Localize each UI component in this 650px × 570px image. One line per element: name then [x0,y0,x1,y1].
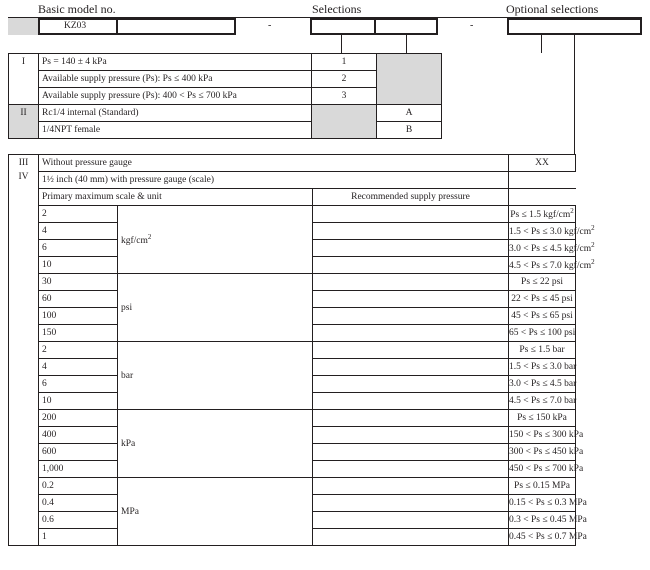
supply-pressure-text: 150 < Ps ≤ 300 kPa [509,430,584,440]
supply-pressure-text: 3.0 < Ps ≤ 4.5 kgf/cm [509,244,592,255]
blank-cell [313,444,509,461]
section-IV-roman: IV [9,172,39,546]
section-II-desc-2: 1/4NPT female [39,122,312,139]
supply-pressure-text: 1.5 < Ps ≤ 3.0 bar [509,362,577,372]
table-row [9,105,442,122]
blank-cell [313,274,509,291]
supply-pressure [509,308,576,325]
supply-pressure-text: 65 < Ps ≤ 100 psi [509,328,576,338]
supply-pressure-text: 0.3 < Ps ≤ 0.45 MPa [509,515,587,525]
unit-label [118,274,313,342]
model-number-field[interactable] [38,18,118,35]
table-row [9,189,576,206]
optional-guide-right [574,35,575,154]
supply-pressure [509,223,595,240]
scale-value: 1 [39,529,118,546]
selection-1-guide [341,35,342,54]
optional-selections-label: Optional selections [506,2,599,16]
section-I-gray-cell [377,54,442,105]
basic-model-label: Basic model no. [38,2,116,16]
section-II-desc-1: Rc1/4 internal (Standard) [39,105,312,122]
unit-text: kPa [121,438,136,449]
table-row [9,155,576,172]
scale-value: 60 [39,291,118,308]
section-I-code-3[interactable]: 3 [312,88,377,105]
scale-value: 2 [39,342,118,359]
section-I-desc-2: Available supply pressure (Ps): Ps ≤ 400 kPa [39,71,312,88]
blank-cell [313,206,509,223]
blank-cell [313,410,509,427]
blank-cell [313,359,509,376]
unit-superscript: 2 [147,232,152,241]
unit-label [118,410,313,478]
scale-value: 400 [39,427,118,444]
supply-pressure [509,274,576,291]
section-I-code-1[interactable]: 1 [312,54,377,71]
section-IV-title: 1½ inch (40 mm) with pressure gauge (scale) [39,172,509,189]
scale-value: 0.2 [39,478,118,495]
header-gray-cell [8,18,38,35]
supply-pressure [509,257,595,274]
scale-value: 10 [39,393,118,410]
section-III-roman: III [9,155,39,172]
blank-cell [313,495,509,512]
supply-pressure-text: Ps ≤ 1.5 kgf/cm [510,210,571,221]
section-I-code-2[interactable]: 2 [312,71,377,88]
section-II-code-B[interactable]: B [377,122,442,139]
supply-pressure-text: 0.45 < Ps ≤ 0.7 MPa [509,532,587,542]
unit-text: kgf/cm [121,236,148,247]
blank-cell [313,257,509,274]
optional-selection-field[interactable] [507,18,642,35]
column-header-scale: Primary maximum scale & unit [39,189,313,206]
scale-value: 6 [39,240,118,257]
blank-cell [313,240,509,257]
selection-1-field[interactable] [310,18,376,35]
supply-pressure-text: 4.5 < Ps ≤ 7.0 kgf/cm [509,261,592,272]
table-row [9,410,576,427]
supply-pressure-text: Ps ≤ 150 kPa [517,413,567,423]
blank-cell [313,376,509,393]
scale-value: 150 [39,325,118,342]
scale-value: 4 [39,223,118,240]
table-row [9,206,576,223]
scale-value: 4 [39,359,118,376]
supply-pressure [509,291,576,308]
table-row [9,274,576,291]
supply-pressure-text: 45 < Ps ≤ 65 psi [511,311,573,321]
scale-value: 0.6 [39,512,118,529]
selections-label: Selections [312,2,362,16]
blank-cell [313,291,509,308]
supply-superscript: 2 [591,258,595,267]
blank-cell [509,189,576,206]
scale-value: 100 [39,308,118,325]
table-row [9,172,576,189]
blank-cell [313,529,509,546]
section-III-code[interactable]: XX [509,155,576,172]
supply-pressure-text: 450 < Ps ≤ 700 kPa [509,464,584,474]
supply-superscript: 2 [591,241,595,250]
dash-separator: - [268,20,272,31]
supply-pressure-text: Ps ≤ 0.15 MPa [514,481,570,491]
supply-pressure-text: 0.15 < Ps ≤ 0.3 MPa [509,498,587,508]
supply-pressure [509,393,576,410]
unit-text: bar [121,370,134,381]
scale-value: 1,000 [39,461,118,478]
supply-pressure [509,240,595,257]
selection-2-field[interactable] [374,18,438,35]
supply-pressure [509,427,584,444]
blank-cell [313,342,509,359]
supply-pressure [509,359,576,376]
scale-value: 6 [39,376,118,393]
unit-label [118,342,313,410]
column-header-supply: Recommended supply pressure [313,189,509,206]
section-III-IV-table [8,154,595,546]
unit-label [118,206,313,274]
section-II-gray-cell [312,105,377,139]
supply-superscript: 2 [570,207,574,216]
scale-value: 2 [39,206,118,223]
supply-pressure-text: 3.0 < Ps ≤ 4.5 bar [509,379,577,389]
supply-pressure-text: Ps ≤ 22 psi [521,277,563,287]
section-II-roman: II [9,105,39,139]
supply-pressure [509,206,576,223]
supply-pressure-text: 300 < Ps ≤ 450 kPa [509,447,584,457]
supply-pressure [509,478,576,495]
blank-cell [313,325,509,342]
section-I-desc-1: Ps = 140 ± 4 kPa [39,54,312,71]
table-row [9,54,442,71]
blank-cell [509,172,576,189]
supply-superscript: 2 [591,224,595,233]
supply-pressure [509,529,587,546]
blank-cell [313,512,509,529]
section-I-roman: I [9,54,39,105]
supply-pressure [509,444,584,461]
table-row [9,122,442,139]
section-I-desc-3: Available supply pressure (Ps): 400 < Ps ≤ 700 kPa [39,88,312,105]
unit-text: psi [121,302,133,313]
scale-value: 30 [39,274,118,291]
section-III-desc: Without pressure gauge [39,155,509,172]
supply-pressure [509,410,576,427]
section-II-code-A[interactable]: A [377,105,442,122]
supply-pressure [509,376,576,393]
supply-pressure [509,495,587,512]
scale-value: 0.4 [39,495,118,512]
unit-text: MPa [121,506,139,517]
scale-value: 600 [39,444,118,461]
dash-separator-2: - [470,20,474,31]
scale-value: 200 [39,410,118,427]
table-row [9,342,576,359]
supply-pressure-text: 4.5 < Ps ≤ 7.0 bar [509,396,577,406]
supply-pressure-text: 22 < Ps ≤ 45 psi [511,294,573,304]
unit-label [118,478,313,546]
supply-pressure [509,342,576,359]
optional-guide-top [541,35,542,53]
supply-pressure [509,325,576,342]
blank-cell [313,393,509,410]
blank-cell [313,427,509,444]
table-row [9,478,576,495]
supply-pressure-text: 1.5 < Ps ≤ 3.0 kgf/cm [509,227,592,238]
supply-pressure [509,512,587,529]
blank-cell [313,223,509,240]
supply-pressure [509,461,584,478]
model-number-value: KZ03 [64,21,87,31]
section-I-II-table [8,53,442,139]
supply-pressure-text: Ps ≤ 1.5 bar [519,345,565,355]
blank-cell [313,478,509,495]
model-suffix-field[interactable] [116,18,236,35]
scale-value: 10 [39,257,118,274]
blank-cell [313,308,509,325]
blank-cell [313,461,509,478]
